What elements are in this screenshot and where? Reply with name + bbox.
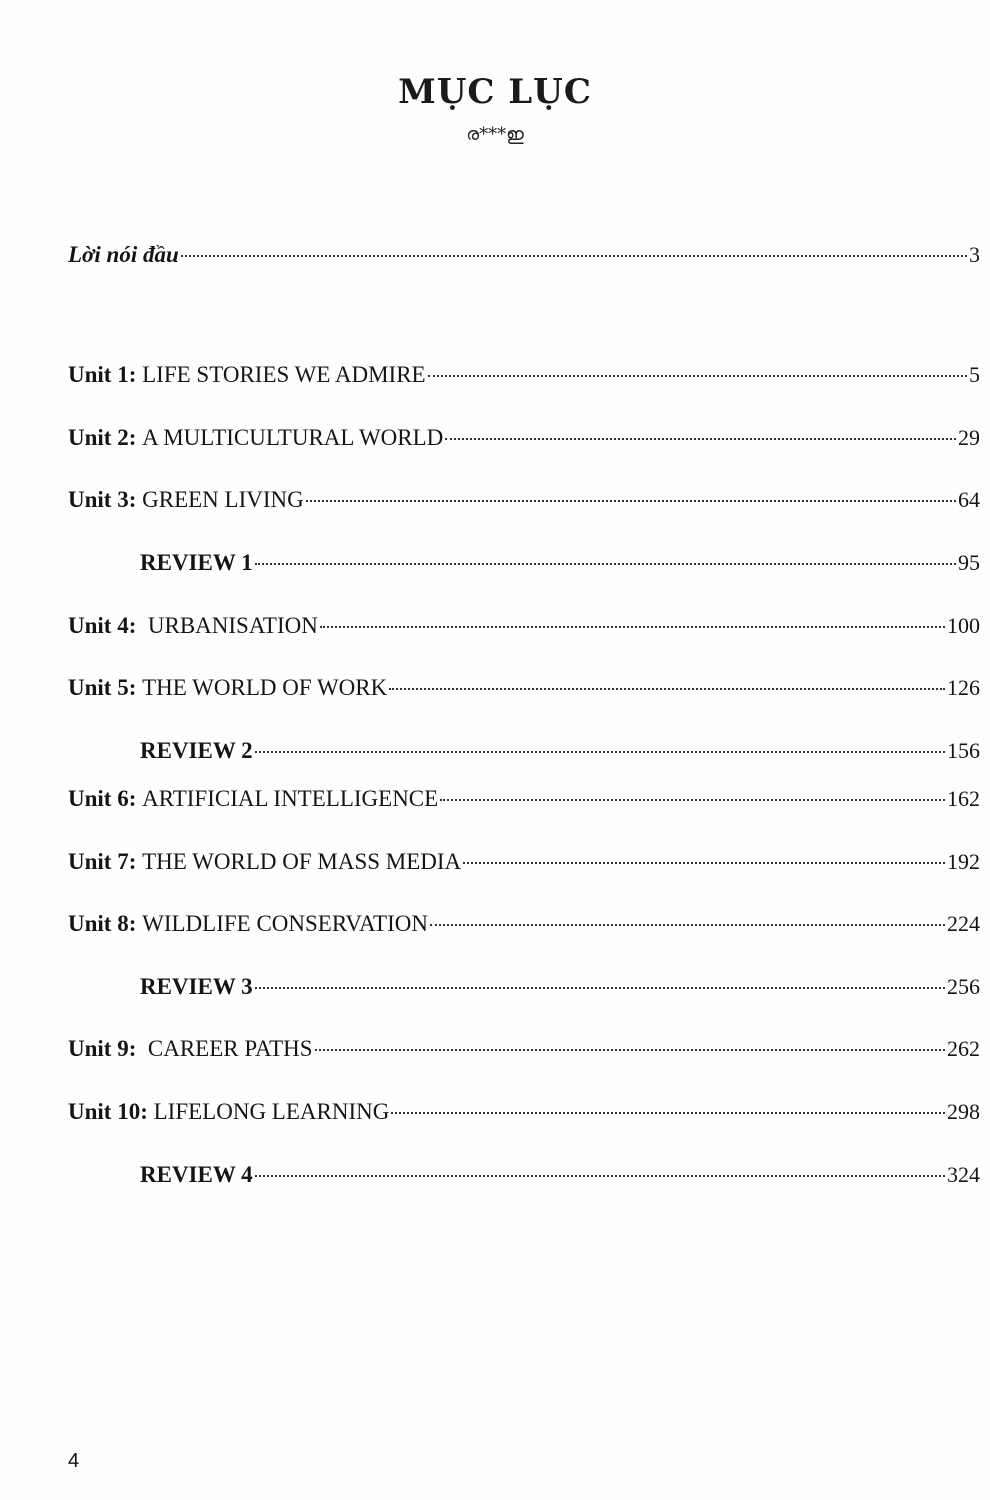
- toc-unit-title: URBANISATION: [147, 613, 318, 638]
- toc-unit-number: Unit 8:: [68, 911, 137, 936]
- toc-unit-number: Unit 7:: [68, 849, 137, 874]
- toc-page-number: 95: [958, 550, 980, 575]
- dot-leader: [255, 1175, 945, 1177]
- dot-leader: [389, 688, 945, 690]
- toc-unit-title: GREEN LIVING: [142, 487, 304, 512]
- page-title: MỤC LỤC: [398, 72, 592, 112]
- toc-unit-number: Unit 5:: [68, 675, 137, 700]
- toc-unit-title: A MULTICULTURAL WORLD: [142, 425, 444, 450]
- toc-unit-number: Unit 1:: [68, 362, 137, 387]
- dot-leader: [445, 438, 956, 440]
- toc-unit-number: Unit 10:: [68, 1099, 148, 1124]
- toc-review-title: REVIEW 1: [140, 550, 253, 575]
- toc-row-review-4[interactable]: [140, 1160, 980, 1190]
- toc-page-number: 126: [947, 675, 980, 700]
- dot-leader: [428, 375, 967, 377]
- toc-unit-title: LIFELONG LEARNING: [153, 1099, 390, 1124]
- title-ornament: ര***ഇ: [466, 124, 524, 145]
- toc-review-title: REVIEW 4: [140, 1162, 253, 1187]
- toc-page-number: 256: [947, 974, 980, 999]
- dot-leader: [463, 862, 945, 864]
- toc-row-unit-8[interactable]: [68, 909, 980, 939]
- toc-row-unit-3[interactable]: [68, 485, 980, 515]
- dot-leader: [306, 500, 956, 502]
- dot-leader: [391, 1112, 945, 1114]
- toc-review-title: REVIEW 2: [140, 738, 253, 763]
- toc-unit-number: Unit 6:: [68, 786, 137, 811]
- dot-leader: [440, 799, 945, 801]
- toc-page-number: 224: [947, 911, 980, 936]
- toc-unit-title: CAREER PATHS: [147, 1036, 313, 1061]
- toc-page-number: 3: [969, 242, 980, 267]
- dot-leader: [315, 1049, 945, 1051]
- toc-page-number: 29: [958, 425, 980, 450]
- toc-page-number: 156: [947, 738, 980, 763]
- toc-unit-title: ARTIFICIAL INTELLIGENCE: [142, 786, 439, 811]
- toc-unit-title: THE WORLD OF WORK: [142, 675, 388, 700]
- toc-page-number: 5: [969, 362, 980, 387]
- toc-row-unit-1[interactable]: [68, 360, 980, 390]
- dot-leader: [255, 751, 945, 753]
- toc-page-number: 64: [958, 487, 980, 512]
- toc-unit-number: Unit 4:: [68, 613, 137, 638]
- toc-page-number: 298: [947, 1099, 980, 1124]
- toc-row-unit-7[interactable]: [68, 847, 980, 877]
- toc-row-review-1[interactable]: [140, 548, 980, 578]
- dot-leader: [255, 987, 945, 989]
- toc-page-number: 100: [947, 613, 980, 638]
- dot-leader: [430, 924, 945, 926]
- toc-page-number: 324: [947, 1162, 980, 1187]
- toc-row-unit-9[interactable]: [68, 1034, 980, 1064]
- toc-unit-title: WILDLIFE CONSERVATION: [142, 911, 428, 936]
- toc-row-unit-6[interactable]: [68, 784, 980, 814]
- toc-page-number: 192: [947, 849, 980, 874]
- toc-unit-number: Unit 9:: [68, 1036, 137, 1061]
- toc-row-review-3[interactable]: [140, 972, 980, 1002]
- toc-page-number: 262: [947, 1036, 980, 1061]
- toc-row-unit-2[interactable]: [68, 423, 980, 453]
- toc-review-title: REVIEW 3: [140, 974, 253, 999]
- toc-page-number: 162: [947, 786, 980, 811]
- toc-row-preface[interactable]: [68, 240, 980, 270]
- dot-leader: [320, 626, 945, 628]
- toc-unit-title: LIFE STORIES WE ADMIRE: [142, 362, 426, 387]
- toc-preface-title: Lời nói đầu: [68, 242, 179, 267]
- dot-leader: [181, 255, 967, 257]
- dot-leader: [255, 563, 956, 565]
- toc-unit-number: Unit 3:: [68, 487, 137, 512]
- toc-row-unit-4[interactable]: [68, 611, 980, 641]
- toc-row-unit-10[interactable]: [68, 1097, 980, 1127]
- toc-unit-number: Unit 2:: [68, 425, 137, 450]
- toc-unit-title: THE WORLD OF MASS MEDIA: [142, 849, 462, 874]
- toc-row-review-2[interactable]: [140, 736, 980, 766]
- toc-row-unit-5[interactable]: [68, 673, 980, 703]
- footer-page-number: 4: [68, 1450, 80, 1472]
